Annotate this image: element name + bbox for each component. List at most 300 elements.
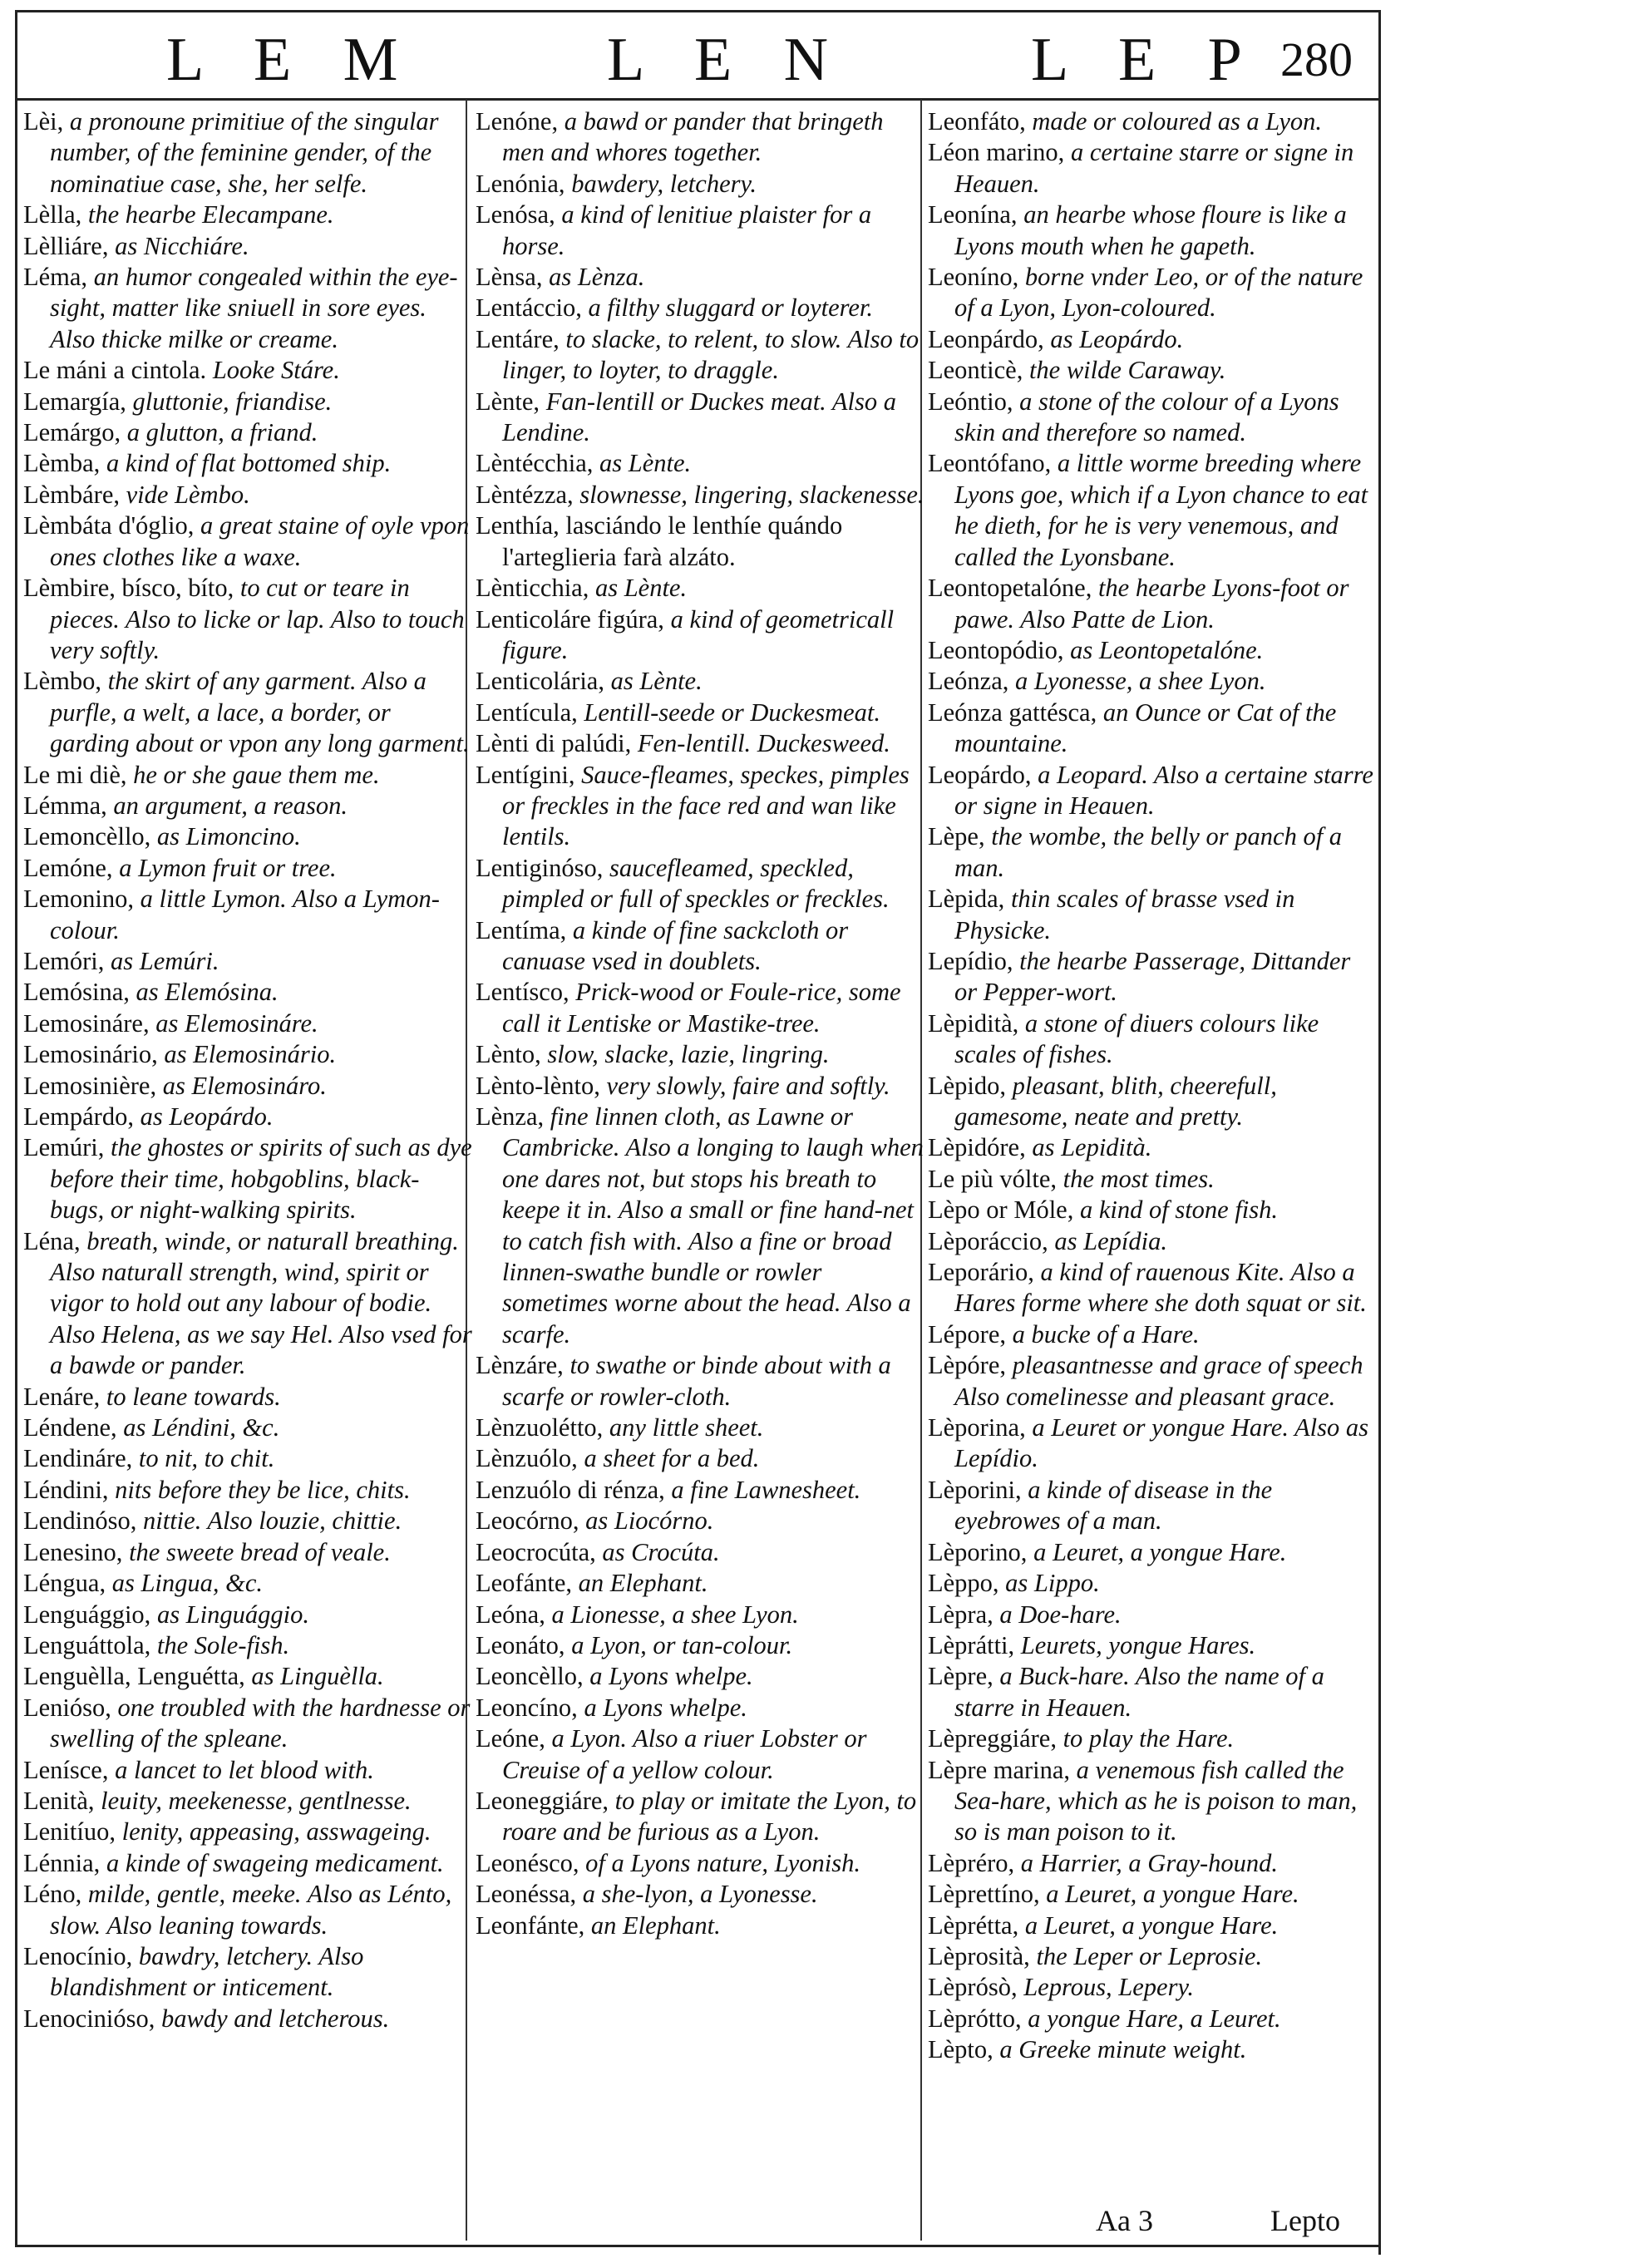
entry-definition: as Nicchiáre.	[108, 231, 249, 260]
page-frame-right	[1378, 10, 1381, 2255]
entry-headword: Lènticchia,	[476, 574, 589, 603]
entry-definition: to swathe or binde about with a scarfe or rowler-cloth.	[502, 1351, 891, 1411]
entry-definition: a Lymon fruit or tree.	[112, 853, 337, 882]
entry-definition: as Linguèlla.	[244, 1662, 384, 1691]
dictionary-entry	[476, 1475, 924, 1506]
entry-headword: Lentáccio,	[476, 293, 582, 323]
dictionary-column-3	[928, 106, 1377, 2066]
entry-headword: Leocrocúta,	[476, 1537, 596, 1566]
dictionary-entry	[23, 510, 472, 573]
entry-definition: a bawd or pander that bringeth men and whores together.	[502, 107, 884, 167]
dictionary-entry	[476, 1693, 924, 1723]
dictionary-entry	[23, 1132, 472, 1225]
dictionary-entry	[476, 853, 924, 915]
entry-definition: as Crocúta.	[595, 1537, 720, 1566]
entry-definition: a kind of flat bottomed ship.	[100, 449, 392, 478]
entry-headword: Lenitíuo,	[23, 1817, 116, 1846]
entry-headword: Leóne,	[476, 1724, 545, 1753]
dictionary-entry	[928, 946, 1377, 1008]
entry-headword: Lemosináre,	[23, 1008, 150, 1038]
entry-headword: Leonína,	[928, 200, 1018, 229]
dictionary-entry	[23, 1941, 472, 2004]
entry-headword: Leontófano,	[928, 449, 1052, 478]
entry-definition: thin scales of brasse vsed in Physicke.	[954, 885, 1295, 944]
dictionary-entry	[476, 1911, 924, 1941]
dictionary-entry	[23, 355, 472, 386]
dictionary-entry	[476, 915, 924, 978]
dictionary-entry	[476, 698, 924, 728]
entry-headword: Lèporino,	[928, 1537, 1028, 1566]
entry-definition: the ghostes or spirits of such as dye before their time, hobgoblins, black-bugs, or night-walking spirits.	[50, 1133, 472, 1225]
entry-definition: as Elemosináro.	[156, 1071, 327, 1100]
dictionary-entry	[23, 1039, 472, 1070]
page-frame-bottom	[15, 2245, 1378, 2247]
dictionary-entry	[928, 1257, 1377, 1319]
entry-headword: Lepídio,	[928, 946, 1013, 975]
entry-headword: Lèmba,	[23, 449, 101, 478]
dictionary-entry	[23, 106, 472, 200]
entry-headword: Lemóri,	[23, 946, 105, 975]
entry-definition: as Lingua, &c.	[106, 1569, 264, 1598]
dictionary-entry	[23, 1475, 472, 1506]
entry-headword: Lenísce,	[23, 1755, 109, 1784]
entry-definition: as Lepidità.	[1025, 1133, 1152, 1162]
dictionary-entry	[928, 200, 1377, 262]
entry-definition: a little worme breeding where Lyons goe, which if a Lyon chance to eat he dieth, for he is very venemous, and called the Lyonsbane.	[954, 449, 1368, 571]
entry-definition: as Lènte.	[593, 449, 692, 478]
entry-definition: fine linnen cloth, as Lawne or Cambricke. Also a longing to laugh when one dares not, but stops his breath to keepe it in. Also a small or fine hand-net to catch fish with. Also a fine or broad linnen-swathe bundle or rowler sometimes worne about the head. Also a scarfe.	[502, 1102, 924, 1348]
dictionary-entry	[928, 1071, 1377, 1133]
entry-headword: Lèppo,	[928, 1569, 999, 1598]
dictionary-entry	[476, 169, 924, 200]
entry-headword: Lénnia,	[23, 1848, 101, 1877]
entry-headword: Lèlliáre,	[23, 231, 109, 260]
entry-definition: the wombe, the belly or panch of a man.	[954, 822, 1343, 882]
entry-definition: as Leontopetalóne.	[1063, 635, 1264, 664]
entry-headword: Lèprétta,	[928, 1911, 1019, 1940]
entry-headword: Lendinóso,	[23, 1506, 137, 1536]
entry-definition: saucefleamed, speckled, pimpled or full of speckles or freckles.	[502, 853, 890, 914]
entry-definition: the Sole-fish.	[150, 1630, 290, 1659]
dictionary-entry	[23, 1693, 472, 1755]
entry-headword: Lemóne,	[23, 853, 113, 882]
entry-definition: a Doe-hare.	[993, 1600, 1122, 1629]
dictionary-entry	[476, 1413, 924, 1443]
entry-definition: Prick-wood or Foule-rice, some call it Lentiske or Mastike-tree.	[502, 978, 901, 1038]
dictionary-entry	[23, 666, 472, 759]
dictionary-entry	[928, 324, 1377, 355]
entry-definition: to leane towards.	[100, 1382, 281, 1411]
entry-definition: a fine Lawnesheet.	[664, 1475, 861, 1504]
entry-definition: to cut or teare in pieces. Also to licke or lap. Also to touch very softly.	[50, 574, 465, 664]
dictionary-entry	[23, 1568, 472, 1599]
entry-definition: a Leuret, a yongue Hare.	[1018, 1911, 1279, 1940]
entry-headword: Léngua,	[23, 1569, 106, 1598]
running-head-left: L E M	[166, 26, 417, 94]
entry-headword: Lènzuólo,	[476, 1444, 578, 1473]
dictionary-entry	[23, 1506, 472, 1536]
entry-headword: Lemosinário,	[23, 1040, 158, 1069]
dictionary-entry	[928, 1475, 1377, 1537]
dictionary-entry	[928, 1226, 1377, 1257]
entry-definition: as Léndini, &c.	[116, 1413, 280, 1442]
entry-definition: any little sheet.	[603, 1413, 764, 1442]
entry-definition: bawdy and letcherous.	[155, 2004, 390, 2033]
entry-definition: an Ounce or Cat of the mountaine.	[954, 698, 1337, 758]
entry-definition: Sauce-fleames, speckes, pimples or freckles in the face red and wan like lentils.	[502, 760, 910, 851]
dictionary-entry	[476, 1443, 924, 1474]
dictionary-entry	[23, 1879, 472, 1941]
dictionary-entry	[928, 1600, 1377, 1630]
entry-definition: a Lyons whelpe.	[583, 1662, 753, 1691]
entry-definition: bawdery, letchery.	[565, 169, 757, 198]
entry-definition: a Leopard. Also a certaine starre or signe in Heauen.	[954, 760, 1373, 820]
dictionary-entry	[23, 1630, 472, 1661]
entry-headword: Le máni a cintola.	[23, 356, 207, 385]
entry-definition: to slacke, to relent, to slow. Also to linger, to loyter, to draggle.	[502, 324, 920, 385]
entry-definition: a bucke of a Hare.	[1006, 1319, 1200, 1348]
entry-definition: a sheet for a bed.	[577, 1444, 760, 1473]
entry-headword: Léma,	[23, 263, 88, 292]
entry-headword: Lenticoláre figúra,	[476, 604, 664, 634]
dictionary-entry	[928, 2004, 1377, 2034]
entry-headword: Lenocinióso,	[23, 2004, 155, 2033]
dictionary-entry	[928, 1848, 1377, 1879]
dictionary-entry	[23, 480, 472, 510]
dictionary-entry	[23, 1600, 472, 1630]
dictionary-entry	[476, 1568, 924, 1599]
dictionary-entry	[23, 573, 472, 666]
entry-headword: Lènsa,	[476, 263, 543, 292]
entry-definition: a kind of stone fish.	[1073, 1196, 1279, 1225]
dictionary-entry	[928, 2034, 1377, 2065]
entry-headword: Lenocínio,	[23, 1941, 133, 1970]
dictionary-entry	[23, 1071, 472, 1102]
entry-headword: Leonésco,	[476, 1848, 579, 1877]
entry-definition: Leprous, Lepery.	[1017, 1973, 1194, 2002]
entry-definition: a lancet to let blood with.	[108, 1755, 374, 1784]
dictionary-entry	[476, 1350, 924, 1413]
dictionary-entry	[23, 231, 472, 262]
entry-headword: Lèpre marina,	[928, 1755, 1071, 1784]
dictionary-entry	[476, 200, 924, 262]
entry-headword: Lèpreggiáre,	[928, 1724, 1057, 1753]
dictionary-entry	[23, 1413, 472, 1443]
entry-headword: Lèporáccio,	[928, 1226, 1048, 1255]
entry-definition: a pronoune primitiue of the singular number, of the feminine gender, of the nominatiue case, she, her selfe.	[50, 107, 439, 198]
entry-headword: Lèpidóre,	[928, 1133, 1026, 1162]
entry-definition: as Limoncino.	[150, 822, 301, 851]
entry-definition: a venemous fish called the Sea-hare, which as he is poison to man, so is man poison to it.	[954, 1755, 1358, 1846]
entry-headword: Lèpida,	[928, 885, 1005, 914]
entry-definition: an humor congealed within the eye-sight, matter like sniuell in sore eyes. Also thicke milke or creame.	[50, 263, 458, 353]
entry-headword: Lèntécchia,	[476, 449, 594, 478]
entry-definition: a kinde of disease in the eyebrowes of a man.	[954, 1475, 1273, 1536]
dictionary-entry	[476, 573, 924, 604]
dictionary-entry	[928, 1195, 1377, 1225]
entry-definition: to play or imitate the Lyon, to roare and be furious as a Lyon.	[502, 1786, 917, 1846]
entry-definition: a stone of diuers colours like scales of fishes.	[954, 1008, 1319, 1069]
dictionary-entry	[23, 1817, 472, 1847]
entry-definition: breath, winde, or naturall breathing. Also naturall strength, wind, spirit or vigor to hold out any labour of bodie. Also Helena, as we say Hel. Also vsed for a bawde or pander.	[50, 1226, 472, 1380]
entry-headword: Lènzuolétto,	[476, 1413, 604, 1442]
entry-headword: Leopárdo,	[928, 760, 1032, 789]
dictionary-entry	[928, 884, 1377, 946]
entry-headword: Léna,	[23, 1226, 81, 1255]
entry-headword: Léndene,	[23, 1413, 117, 1442]
dictionary-entry	[23, 1661, 472, 1692]
entry-definition: to play the Hare.	[1056, 1724, 1235, 1753]
entry-definition: a yongue Hare, a Leuret.	[1021, 2004, 1281, 2033]
entry-definition: one troubled with the hardnesse or swelling of the spleane.	[50, 1693, 471, 1753]
dictionary-entry	[23, 262, 472, 355]
entry-headword: Leonéssa,	[476, 1880, 577, 1909]
dictionary-entry	[23, 946, 472, 977]
entry-definition: the wilde Caraway.	[1023, 356, 1226, 385]
entry-definition: borne vnder Leo, or of the nature of a Lyon, Lyon-coloured.	[954, 263, 1363, 323]
entry-headword: Léon marino,	[928, 138, 1065, 167]
entry-definition: a Leuret, a yongue Hare.	[1039, 1880, 1299, 1909]
dictionary-entry	[23, 1008, 472, 1039]
entry-headword: Lemonino,	[23, 885, 134, 914]
dictionary-entry	[476, 977, 924, 1039]
dictionary-entry	[928, 1164, 1377, 1195]
running-head-right: L E P	[1031, 26, 1260, 94]
entry-definition: Looke Stáre.	[206, 356, 340, 385]
dictionary-entry	[23, 884, 472, 946]
entry-headword: Lenguèlla, Lenguétta,	[23, 1662, 245, 1691]
dictionary-entry	[928, 698, 1377, 760]
running-head-center: L E N	[607, 26, 847, 94]
dictionary-entry	[928, 1319, 1377, 1350]
entry-headword: Lenzuólo di rénza,	[476, 1475, 665, 1504]
entry-definition: to nit, to chit.	[132, 1444, 275, 1473]
dictionary-entry	[476, 1071, 924, 1102]
entry-headword: Leporário,	[928, 1258, 1034, 1287]
entry-headword: Lemargía,	[23, 387, 126, 416]
entry-headword: Leoneggiáre,	[476, 1786, 609, 1815]
dictionary-entry	[476, 666, 924, 697]
dictionary-entry	[928, 448, 1377, 573]
entry-definition: an Elephant.	[584, 1911, 721, 1940]
entry-headword: Lenità,	[23, 1786, 95, 1815]
entry-headword: Lèmbire, bísco, bíto,	[23, 574, 234, 603]
entry-headword: Lèmbáta d'óglio,	[23, 511, 195, 540]
entry-definition: nits before they be lice, chits.	[108, 1475, 411, 1504]
entry-headword: Lentáre,	[476, 324, 560, 353]
dictionary-entry	[23, 2004, 472, 2034]
dictionary-entry	[476, 1661, 924, 1692]
dictionary-entry	[23, 417, 472, 448]
entry-definition: a kinde of swageing medicament.	[100, 1848, 444, 1877]
dictionary-entry	[476, 1848, 924, 1879]
entry-headword: Lèpre,	[928, 1662, 993, 1691]
entry-definition: as Liocórno.	[579, 1506, 714, 1536]
entry-definition: a Harrier, a Gray-hound.	[1014, 1848, 1279, 1877]
entry-definition: the hearbe Elecampane.	[81, 200, 334, 229]
entry-headword: Lenióso,	[23, 1693, 111, 1722]
entry-headword: Lèpido,	[928, 1071, 1007, 1100]
entry-definition: Fan-lentill or Duckes meat. Also a Lendine.	[502, 387, 896, 447]
entry-headword: Lèpe,	[928, 822, 985, 851]
entry-definition: gluttonie, friandise.	[126, 387, 333, 416]
entry-definition: as Leopárdo.	[1043, 324, 1184, 353]
entry-headword: Lentígini,	[476, 760, 575, 789]
entry-headword: Lèpra,	[928, 1600, 993, 1629]
dictionary-entry	[476, 293, 924, 323]
entry-definition: a great staine of oyle vpon ones clothes like a waxe.	[50, 511, 470, 571]
entry-headword: Lentíma,	[476, 915, 567, 944]
entry-headword: Lemósina,	[23, 978, 130, 1007]
entry-definition: as Lènte.	[589, 574, 688, 603]
entry-definition: a Lyon, or tan-colour.	[565, 1630, 793, 1659]
dictionary-entry	[928, 1132, 1377, 1163]
dictionary-entry	[928, 1911, 1377, 1941]
entry-definition: a Lionesse, a shee Lyon.	[545, 1600, 799, 1629]
entry-headword: Leónza gattésca,	[928, 698, 1097, 727]
dictionary-entry	[23, 1537, 472, 1568]
entry-definition: a she-lyon, a Lyonesse.	[576, 1880, 818, 1909]
entry-headword: Leoncèllo,	[476, 1662, 584, 1691]
entry-definition: a Lyon. Also a riuer Lobster or Creuise of a yellow colour.	[502, 1724, 867, 1784]
entry-definition: the most times.	[1057, 1164, 1215, 1193]
entry-headword: Lèprettíno,	[928, 1880, 1040, 1909]
dictionary-entry	[928, 666, 1377, 697]
entry-headword: Lentícula,	[476, 698, 578, 727]
entry-headword: Lemoncèllo,	[23, 822, 151, 851]
entry-definition: a glutton, a friand.	[121, 418, 318, 447]
entry-headword: Léndini,	[23, 1475, 109, 1504]
entry-definition: as Elemosinário.	[157, 1040, 337, 1069]
header-rule	[15, 98, 1378, 101]
dictionary-entry	[23, 1755, 472, 1786]
dictionary-entry	[928, 1350, 1377, 1413]
entry-headword: Lèpóre,	[928, 1351, 1006, 1380]
entry-headword: Lèi,	[23, 107, 64, 136]
entry-headword: Lemárgo,	[23, 418, 121, 447]
entry-definition: a Greeke minute weight.	[993, 2035, 1247, 2064]
dictionary-entry	[23, 1102, 472, 1132]
dictionary-entry	[928, 1008, 1377, 1071]
entry-definition: slow, slacke, lazie, lingring.	[540, 1040, 830, 1069]
dictionary-entry	[928, 262, 1377, 324]
entry-headword: Lentiginóso,	[476, 853, 604, 882]
entry-definition: very slowly, faire and softly.	[599, 1071, 890, 1100]
dictionary-entry	[928, 137, 1377, 200]
dictionary-column-1	[23, 106, 472, 2034]
entry-definition: a little Lymon. Also a Lymon-colour.	[50, 885, 440, 944]
dictionary-entry	[476, 387, 924, 449]
dictionary-entry	[476, 728, 924, 759]
dictionary-column-2	[476, 106, 924, 1941]
dictionary-entry	[476, 1039, 924, 1070]
entry-headword: Leóntio,	[928, 387, 1013, 416]
page-frame-top	[15, 10, 1378, 12]
entry-definition: as Elemosináre.	[149, 1008, 318, 1038]
dictionary-entry	[23, 448, 472, 479]
dictionary-entry	[23, 1443, 472, 1474]
dictionary-entry	[476, 1102, 924, 1350]
entry-definition: lenity, appeasing, asswageing.	[115, 1817, 431, 1846]
signature-mark: Aa 3	[1096, 2204, 1153, 2237]
dictionary-entry	[23, 387, 472, 417]
entry-headword: Lèprósò,	[928, 1973, 1018, 2002]
dictionary-entry	[23, 760, 472, 791]
entry-headword: Lèprosità,	[928, 1941, 1030, 1970]
dictionary-entry	[928, 355, 1377, 386]
entry-definition: pleasant, blith, cheerefull, gamesome, neate and pretty.	[954, 1071, 1277, 1131]
dictionary-entry	[23, 200, 472, 230]
entry-headword: Lènza,	[476, 1102, 545, 1131]
dictionary-entry	[476, 1630, 924, 1661]
entry-definition: a Buck-hare. Also the name of a starre in Heauen.	[954, 1662, 1324, 1722]
entry-headword: Leóna,	[476, 1600, 545, 1629]
entry-definition: of a Lyons nature, Lyonish.	[579, 1848, 860, 1877]
entry-definition: a kinde of fine sackcloth or canuase vsed in doublets.	[502, 915, 849, 975]
entry-headword: Lenthía, lasciándo le lenthíe quándo l'arteglieria farà alzáto.	[476, 511, 843, 571]
dictionary-entry	[476, 262, 924, 293]
entry-headword: Lènzáre,	[476, 1351, 564, 1380]
dictionary-entry	[476, 448, 924, 479]
entry-headword: Lènte,	[476, 387, 540, 416]
dictionary-entry	[476, 1506, 924, 1536]
dictionary-entry	[476, 324, 924, 387]
entry-definition: the skirt of any garment. Also a purfle, a welt, a lace, a border, or garding about or vpon any long garment.	[50, 667, 470, 758]
entry-headword: Lèporini,	[928, 1475, 1022, 1504]
dictionary-entry	[476, 604, 924, 667]
dictionary-entry	[476, 1879, 924, 1910]
entry-headword: Lèpo or Móle,	[928, 1196, 1074, 1225]
entry-headword: Léno,	[23, 1880, 82, 1909]
dictionary-entry	[928, 635, 1377, 666]
entry-definition: as Leopárdo.	[133, 1102, 274, 1131]
entry-definition: as Lènza.	[542, 263, 645, 292]
entry-headword: Lèlla,	[23, 200, 82, 229]
entry-headword: Lèmbo,	[23, 667, 102, 696]
entry-headword: Leoncíno,	[476, 1693, 578, 1722]
entry-headword: Lenónia,	[476, 169, 565, 198]
entry-headword: Leonpárdo,	[928, 324, 1044, 353]
entry-definition: a filthy sluggard or loyterer.	[581, 293, 874, 323]
entry-definition: nittie. Also louzie, chittie.	[136, 1506, 402, 1536]
entry-definition: the hearbe Passerage, Dittander or Pepper-wort.	[954, 946, 1351, 1007]
entry-definition: an Elephant.	[572, 1569, 708, 1598]
entry-headword: Leónza,	[928, 667, 1009, 696]
entry-headword: Leoníno,	[928, 263, 1019, 292]
dictionary-entry	[928, 760, 1377, 822]
page-frame-left	[15, 10, 17, 2246]
entry-definition: the hearbe Lyons-foot or pawe. Also Patte de Lion.	[954, 574, 1349, 634]
catchword: Lepto	[1270, 2204, 1340, 2237]
page-number: 280	[1280, 32, 1353, 86]
entry-definition: as Lènte.	[604, 667, 703, 696]
entry-headword: Lenesino,	[23, 1537, 123, 1566]
dictionary-entry	[928, 821, 1377, 884]
entry-headword: Lenguággio,	[23, 1600, 151, 1629]
entry-headword: Lèpréro,	[928, 1848, 1015, 1877]
entry-headword: Leontopódio,	[928, 635, 1064, 664]
dictionary-entry	[476, 106, 924, 169]
dictionary-entry	[928, 1413, 1377, 1475]
entry-headword: Lenticolária,	[476, 667, 604, 696]
dictionary-entry	[928, 1723, 1377, 1754]
entry-definition: made or coloured as a Lyon.	[1025, 107, 1323, 136]
entry-headword: Leonáto,	[476, 1630, 565, 1659]
dictionary-entry	[928, 106, 1377, 137]
dictionary-entry	[928, 1661, 1377, 1723]
entry-headword: Lenguáttola,	[23, 1630, 151, 1659]
entry-definition: Leurets, yongue Hares.	[1014, 1630, 1256, 1659]
